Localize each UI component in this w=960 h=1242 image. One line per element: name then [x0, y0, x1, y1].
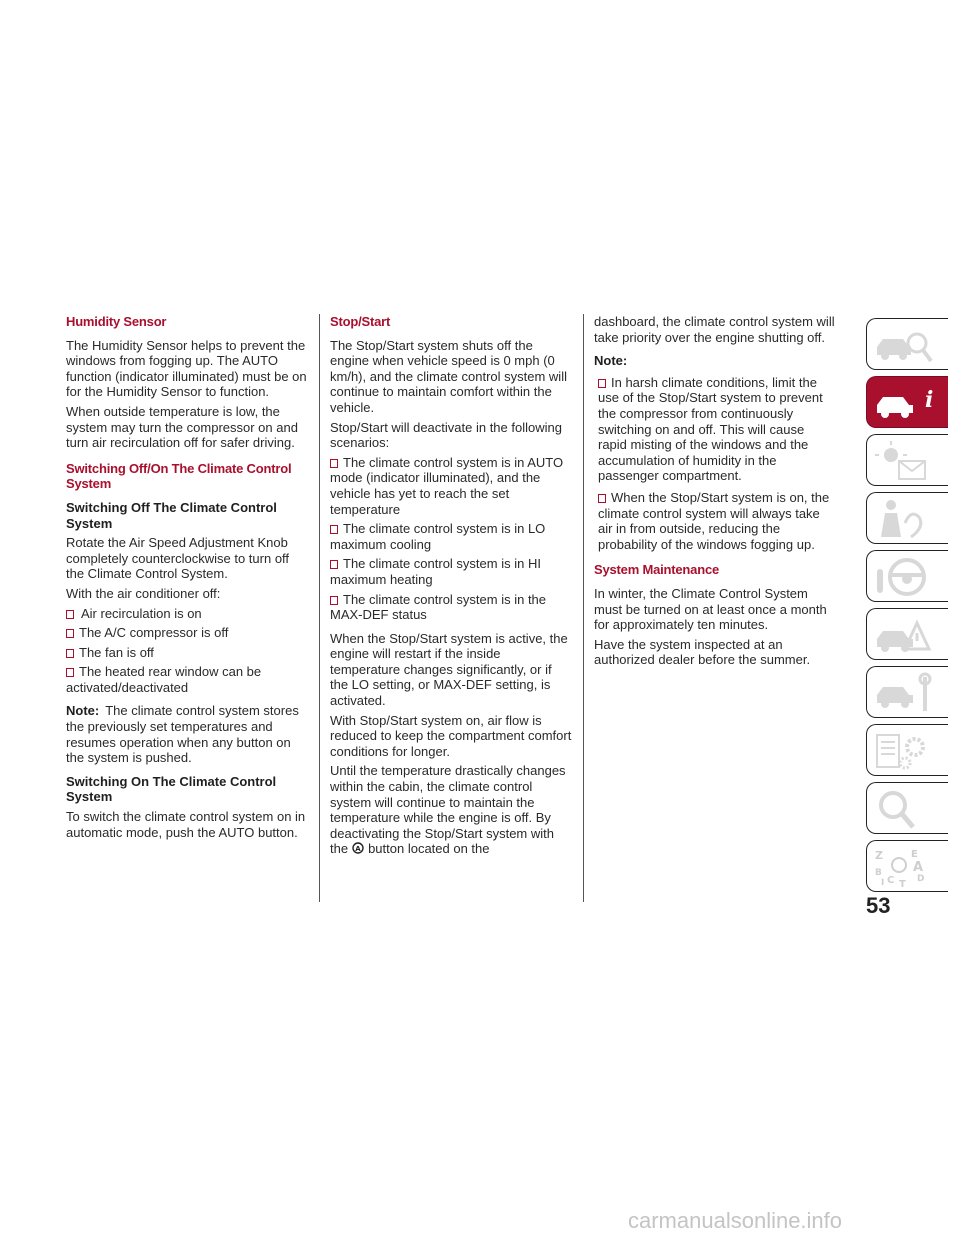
bullet-box-icon: [598, 379, 606, 388]
bullet-box-icon: [66, 668, 74, 677]
list-item-text: In harsh climate conditions, limit the use of the Stop/Start system to prevent the compressor from continuously switching on and off. This will cause rapid misting of the windows and the accumulation of humidity in the passenger compartment.: [598, 374, 823, 484]
column-1: [66, 314, 310, 844]
heading-system-maintenance: System Maintenance: [594, 562, 720, 578]
specs-icon: [871, 729, 941, 773]
list-item-text: The fan is off: [79, 644, 154, 660]
paragraph-text: button located on the: [368, 841, 490, 857]
heading-switching-climate: Switching Off/On The Climate Control System: [66, 460, 292, 492]
paragraph: With Stop/Start system on, air flow is reduced to keep the compartment comfort conditions for longer.: [330, 712, 572, 759]
tab-warning-lights[interactable]: [866, 434, 948, 486]
bullet-box-icon: [330, 596, 338, 605]
column-2: [330, 314, 572, 861]
list-item-text: The A/C compressor is off: [79, 625, 229, 641]
tab-car-service[interactable]: [866, 666, 948, 718]
column-3: [594, 314, 836, 672]
subheading-switching-off: Switching Off The Climate Control System: [66, 499, 277, 531]
list-item-text: The climate control system is in the MAX-DEF status: [330, 591, 547, 623]
paragraph-text: Until the temperature drastically changes within the cabin, the climate control system will continue to maintain the temperature while the engine is off. By deactivating the Stop/Start system with the: [330, 763, 566, 857]
search-icon: [871, 787, 941, 831]
tab-car-info[interactable]: [866, 376, 948, 428]
bullet-box-icon: [598, 494, 606, 503]
paragraph: The Stop/Start system shuts off the engine when vehicle speed is 0 mph (0 km/h), and the climate control system will continue to maintain comfort within the vehicle.: [330, 337, 567, 415]
svg-text:E: E: [911, 849, 918, 860]
car-search-icon: [871, 323, 941, 367]
list-item: [66, 625, 310, 641]
note-label: Note:: [594, 353, 628, 369]
bullet-box-icon: [330, 560, 338, 569]
stop-start-icon: [352, 842, 364, 854]
car-service-icon: [871, 671, 941, 715]
column-divider: [319, 314, 320, 902]
heading-stop-start: Stop/Start: [330, 314, 391, 329]
heading-humidity-sensor: Humidity Sensor: [66, 314, 167, 329]
tab-search[interactable]: [866, 782, 948, 834]
paragraph: To switch the climate control system on in automatic mode, push the AUTO button.: [66, 809, 306, 840]
list-item-text: The heated rear window can be activated/deactivated: [66, 664, 262, 695]
list-item: [330, 556, 572, 587]
paragraph: When outside temperature is low, the system may turn the compressor on and turn air recirculation off for safer driving.: [66, 403, 298, 451]
paragraph: When the Stop/Start system is active, the engine will restart if the inside temperature changes significantly, or if the LO setting, or MAX-DEF setting, is activated.: [330, 630, 568, 709]
bullet-box-icon: [330, 459, 338, 468]
note: [66, 703, 310, 765]
tab-steering-wheel[interactable]: [866, 550, 948, 602]
paragraph: With the air conditioner off:: [66, 585, 221, 601]
tab-car-search[interactable]: [866, 318, 948, 370]
car-info-icon: [871, 381, 941, 425]
list-item: [66, 664, 310, 695]
svg-text:D: D: [917, 874, 925, 884]
list-item-text: Air recirculation is on: [81, 605, 202, 621]
svg-text:C: C: [887, 875, 895, 886]
paragraph: dashboard, the climate control system will take priority over the engine shutting off.: [594, 314, 835, 345]
column-divider: [583, 314, 584, 902]
paragraph: In winter, the Climate Control System must be turned on at least once a month for approximately ten minutes.: [594, 585, 827, 633]
warning-lights-icon: [871, 439, 941, 483]
list-item: [66, 606, 310, 622]
list-item: [66, 645, 310, 661]
bullet-box-icon: [330, 525, 338, 534]
paragraph: Rotate the Air Speed Adjustment Knob completely counterclockwise to turn off the Climate Control System.: [66, 535, 290, 582]
steering-wheel-icon: [871, 555, 941, 599]
svg-text:Z: Z: [875, 849, 883, 862]
subheading-switching-on: Switching On The Climate Control System: [66, 773, 277, 805]
tab-car-emergency[interactable]: [866, 608, 948, 660]
list-item-text: The climate control system is in HI maximum heating: [330, 556, 541, 587]
car-emergency-icon: [871, 613, 941, 657]
index-icon: [871, 845, 941, 889]
tab-airbag[interactable]: [866, 492, 948, 544]
list-item-text: When the Stop/Start system is on, the climate control system will always take air in from outside, reducing the probability of the windows fogging up.: [598, 489, 830, 552]
svg-text:i: i: [925, 387, 934, 413]
list-item: [594, 490, 836, 552]
note-text: The climate control system stores the previously set temperatures and resumes operation when any button on the system is pushed.: [66, 703, 299, 766]
tab-index[interactable]: [866, 840, 948, 892]
list-item: [594, 375, 836, 484]
svg-text:T: T: [899, 879, 906, 889]
list-item-text: The climate control system is in LO maximum cooling: [330, 521, 546, 552]
tab-specs[interactable]: [866, 724, 948, 776]
page-number: 53: [866, 893, 891, 918]
svg-text:B: B: [875, 868, 882, 878]
svg-text:A: A: [913, 860, 924, 875]
paragraph: Have the system inspected at an authorized dealer before the summer.: [594, 636, 811, 668]
paragraph: Stop/Start will deactivate in the following scenarios:: [330, 419, 562, 451]
bullet-box-icon: [66, 610, 74, 619]
list-item: [330, 455, 572, 517]
svg-text:I: I: [881, 878, 885, 888]
list-item-text: The climate control system is in AUTO mode (indicator illuminated), and the vehicle has yet to reach the set temperature: [330, 454, 564, 517]
watermark: carmanualsonline.info: [628, 1208, 843, 1233]
bullet-box-icon: [66, 629, 74, 638]
airbag-icon: [871, 497, 941, 541]
list-item: [330, 592, 572, 623]
svg-text:A: A: [355, 845, 361, 854]
paragraph: [330, 763, 572, 857]
list-item: [330, 521, 572, 552]
bullet-box-icon: [66, 649, 74, 658]
paragraph: The Humidity Sensor helps to prevent the windows from fogging up. The AUTO function (indicator illuminated) must be on for the Humidity Sensor to function.: [66, 337, 307, 400]
note-label: Note:: [66, 703, 100, 719]
